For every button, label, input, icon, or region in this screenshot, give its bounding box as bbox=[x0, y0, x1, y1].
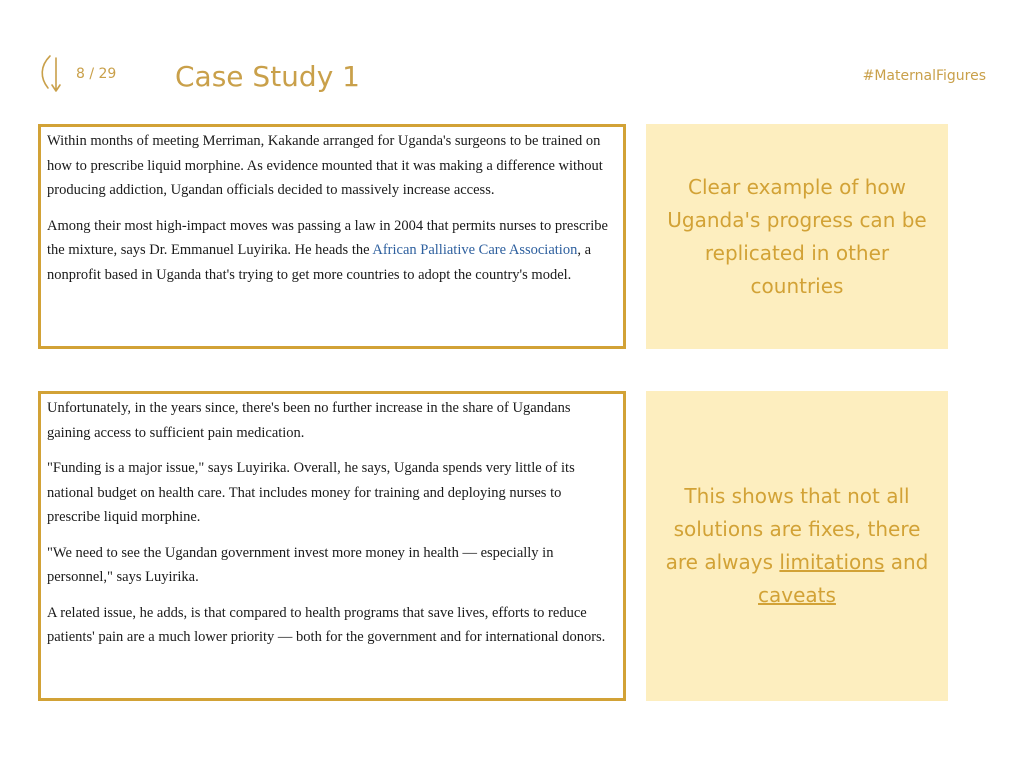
excerpt-1-paragraph-1: Within months of meeting Merriman, Kakande arranged for Uganda's surgeons to be trained on how to prescribe liquid morphine. As evidence mounted that it was making a difference without producing addiction, Ugandan officials decided to massively increase access. bbox=[47, 133, 603, 198]
commentary-note-2-start: This shows that not all solutions are fixes, there are always bbox=[665, 484, 921, 574]
excerpt-2-paragraph-4: A related issue, he adds, is that compared to health programs that save lives, efforts to reduce patients' pain are a much lower priority — both for the government and for international donors. bbox=[47, 604, 606, 645]
excerpt-1-paragraph-2 bbox=[47, 214, 615, 288]
commentary-note-2-middle: and bbox=[884, 550, 929, 574]
african-palliative-care-association-link[interactable]: African Palliative Care Association bbox=[372, 242, 578, 258]
caveats-link[interactable]: caveats bbox=[758, 583, 836, 607]
hook-arrow-logo-icon bbox=[38, 54, 64, 94]
commentary-note-2-text bbox=[664, 480, 930, 612]
commentary-note-2 bbox=[646, 391, 948, 701]
page-number: 8 / 29 bbox=[76, 66, 117, 82]
commentary-note-1-text: Clear example of how Uganda's progress can be replicated in other countries bbox=[667, 174, 927, 298]
excerpt-1-paragraph-2-end: , a nonprofit based in Uganda that's trying to get more countries to adopt the country's model. bbox=[47, 242, 592, 283]
excerpt-2-paragraph-2: "Funding is a major issue," says Luyirika. Overall, he says, Uganda spends very little of its national budget on health care. That includes money for training and deploying nurses to prescribe liquid morphine. bbox=[47, 460, 575, 525]
hashtag-label: #MaternalFigures bbox=[862, 68, 986, 84]
article-excerpt-1 bbox=[38, 124, 626, 349]
excerpt-2-paragraph-3: "We need to see the Ugandan government invest more money in health — especially in personnel," says Luyirika. bbox=[47, 544, 554, 585]
excerpt-1-paragraph-2-start: Among their most high-impact moves was passing a law in 2004 that permits nurses to prescribe the mixture, says Dr. Emmanuel Luyirika. He heads the bbox=[47, 217, 608, 258]
excerpt-2-paragraph-1: Unfortunately, in the years since, there's been no further increase in the share of Ugandans gaining access to sufficient pain medication. bbox=[47, 400, 571, 441]
article-excerpt-2 bbox=[38, 391, 626, 701]
limitations-link[interactable]: limitations bbox=[779, 550, 885, 574]
commentary-note-1 bbox=[646, 124, 948, 349]
page-title: Case Study 1 bbox=[175, 60, 360, 93]
